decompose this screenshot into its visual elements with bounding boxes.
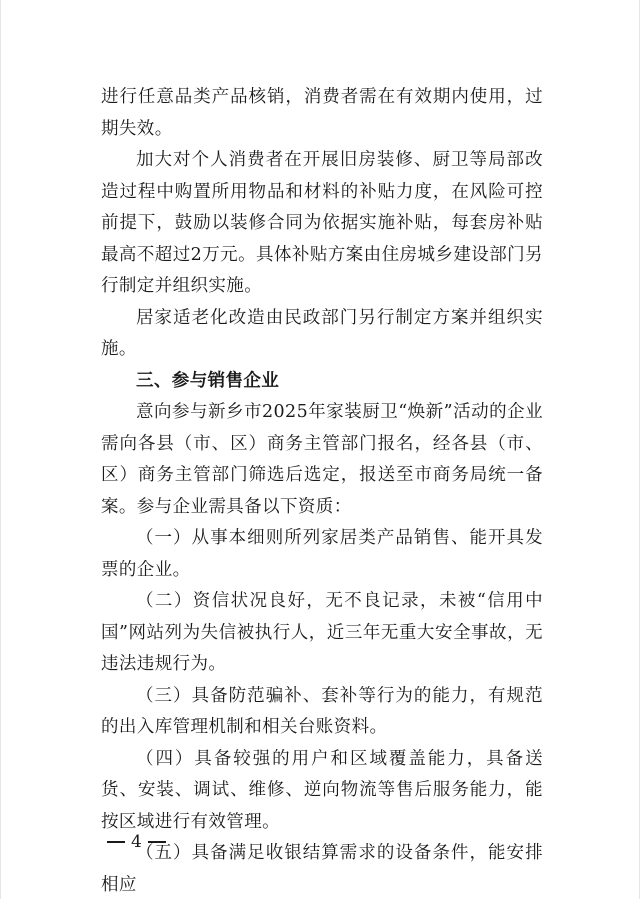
paragraph-elderly-renovation: 居家适老化改造由民政部门另行制定方案并组织实施。 [101,307,543,359]
qualification-item-2: （二）资信状况良好，无不良记录，未被“信用中国”网站列为失信被执行人，近三年无重大安全事故，无违法违规行为。 [101,591,543,674]
document-body [101,82,543,901]
paragraph-enterprise-registration: 意向参与新乡市2025年家装厨卫“焕新”活动的企业需向各县（市、区）商务主管部门报名，经各县（市、区）商务主管部门筛选后选定，报送至市商务局统一备案。参与企业需具备以下资质： [101,402,543,517]
page-number: 4 [131,832,142,852]
dash-left [107,841,125,843]
qualification-item-5: （五）具备满足收银结算需求的设备条件，能安排相应 [101,843,543,895]
dash-right [148,841,166,843]
qualification-item-1: （一）从事本细则所列家居类产品销售、能开具发票的企业。 [101,528,543,580]
page-footer [101,830,172,854]
paragraph-renovation-subsidy: 加大对个人消费者在开展旧房装修、厨卫等局部改造过程中购置所用物品和材料的补贴力度，在风险可控前提下，鼓励以装修合同为依据实施补贴，每套房补贴最高不超过2万元。具体补贴方案由住房城乡建设部门另行制定并组织实施。 [101,150,543,296]
qualification-item-3: （三）具备防范骗补、套补等行为的能力，有规范的出入库管理机制和相关台账资料。 [101,685,543,737]
section-heading: 三、参与销售企业 [136,370,280,391]
qualification-item-4: （四）具备较强的用户和区域覆盖能力，具备送货、安装、调试、维修、逆向物流等售后服务能力，能按区域进行有效管理。 [101,748,543,832]
paragraph-verification: 进行任意品类产品核销，消费者需在有效期内使用，过期失效。 [101,87,543,139]
